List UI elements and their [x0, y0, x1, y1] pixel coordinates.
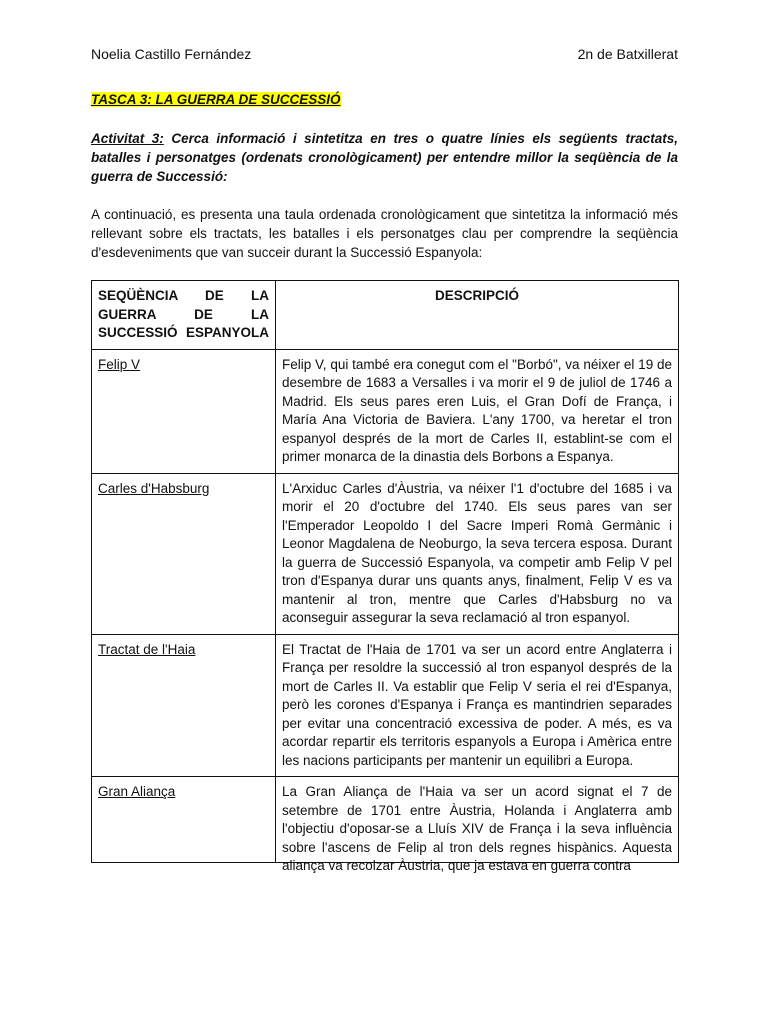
table-row: [92, 634, 679, 777]
activity-label: Activitat 3:: [91, 131, 164, 146]
task-title-text: TASCA 3: LA GUERRA DE SUCCESSIÓ: [91, 92, 341, 107]
description-text: La Gran Aliança de l'Haia va ser un acord signat el 7 de setembre de 1701 entre Àustria, Holanda i Anglaterra amb l'objectiu d'oposar-se a Lluís XIV de França i la seva influència sobre l'ascens de Felip al tron dels regnes hispànics. Aquesta aliança va recolzar Àustria, que ja estava en guerra contra: [282, 784, 672, 873]
event-cell: [92, 634, 276, 777]
description-cell: El Tractat de l'Haia de 1701 va ser un acord entre Anglaterra i França per resoldre la successió al tron espanyol després de la mort de Carles II. Va establir que Felip V seria el rei d'Espanya, però les corones d'Espanya i França es mantindrien separades per evitar una concentració excessiva de poder. A més, es va acordar repartir els territoris espanyols a Europa i Amèrica entre les nacions participants per mantenir un equilibri a Europa.: [276, 634, 679, 777]
event-name: Gran Aliança: [98, 784, 176, 799]
table-row: [92, 777, 679, 863]
description-cell: [276, 777, 679, 873]
author-name: Noelia Castillo Fernández: [91, 46, 252, 62]
event-name: Tractat de l'Haia: [98, 641, 196, 657]
table-header-row: [92, 281, 679, 350]
event-cell: [92, 349, 276, 473]
event-cell: [92, 473, 276, 634]
header-sequence: SEQÜÈNCIA DE LA GUERRA DE LA SUCCESSIÓ ESPANYOLA: [92, 281, 276, 350]
succession-table: [91, 280, 679, 873]
table-row: [92, 473, 679, 634]
description-cell: Felip V, qui també era conegut com el "Borbó", va néixer el 19 de desembre de 1683 a Versalles i va morir el 9 de juliol de 1746 a Madrid. Els seus pares eren Luis, el Gran Dofí de França, i María Ana Victoria de Baviera. L'any 1700, va heretar el tron espanyol després de la mort de Carles II, establint-se com el primer monarca de la dinastia dels Borbons a Espanya.: [276, 349, 679, 473]
table-row: [92, 349, 679, 473]
header-description: DESCRIPCIÓ: [276, 281, 679, 350]
activity-text: Cerca informació i sintetitza en tres o quatre línies els següents tractats, batalles i personatges (ordenats cronològicament) per entendre millor la seqüència de la guerra de Successió:: [91, 131, 678, 184]
intro-paragraph: A continuació, es presenta una taula ordenada cronològicament que sintetitza la informació més rellevant sobre els tractats, les batalles i els personatges clau per comprendre la seqüència d'esdeveniments que van succeir durant la Successió Espanyola:: [91, 207, 678, 260]
activity-statement: [91, 129, 678, 186]
description-cell: L'Arxiduc Carles d'Àustria, va néixer l'1 d'octubre del 1685 i va morir el 20 d'octubre del 1740. Els seus pares van ser l'Emperador Leopoldo I del Sacre Imperi Romà Germànic i Leonor Magdalena de Neoburgo, la seva tercera esposa. Durant la guerra de Successió Espanyola, va competir amb Felip V pel tron d'Espanya durar uns quants anys, finalment, Felip V es va mantenir al tron, mentre que Carles d'Habsburg no va aconseguir assegurar la seva reclamació al tron espanyol.: [276, 473, 679, 634]
page-header: [91, 45, 678, 63]
task-title: [91, 92, 341, 107]
event-name: Carles d'Habsburg: [98, 480, 210, 496]
event-cell: [92, 777, 276, 863]
course-name: 2n de Batxillerat: [577, 46, 678, 62]
event-name: Felip V: [98, 356, 141, 372]
